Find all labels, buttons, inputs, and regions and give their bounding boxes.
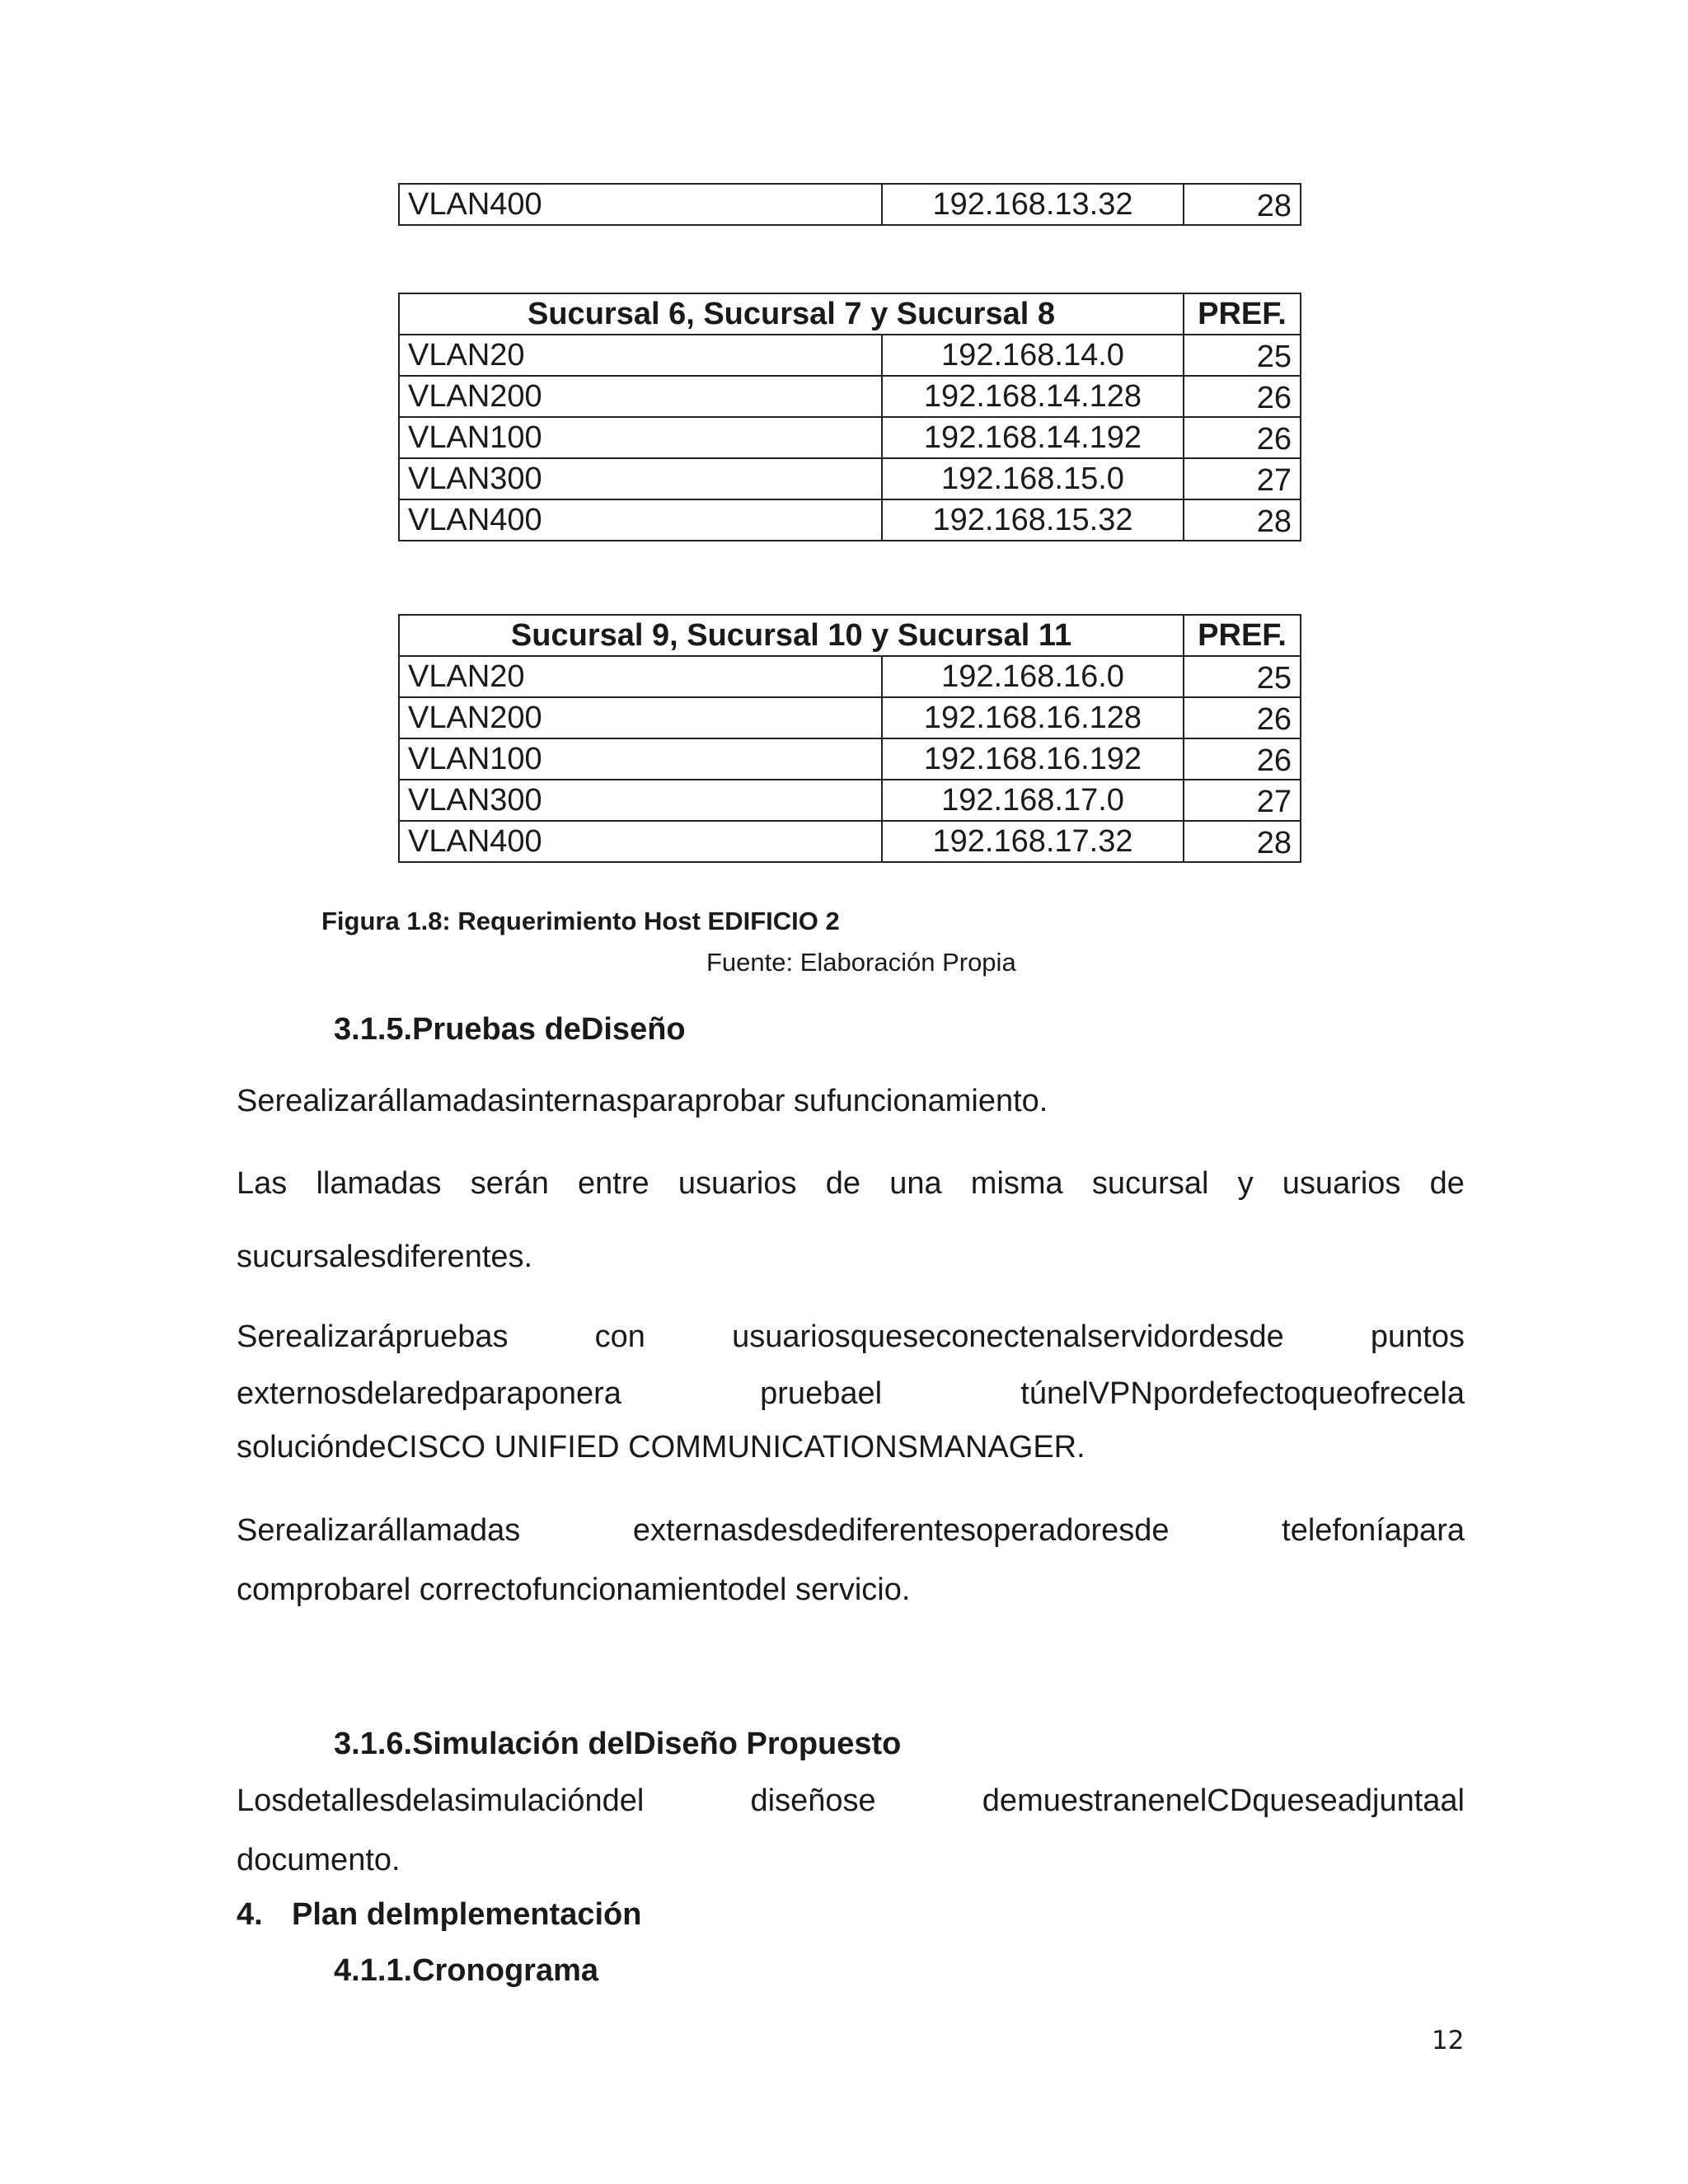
vlan-prefix: 26: [1184, 376, 1301, 417]
word: telefoníapara: [1282, 1513, 1465, 1548]
table-header-row: [399, 615, 1301, 656]
vlan-prefix: 28: [1184, 499, 1301, 541]
section-heading-4-1-1: 4.1.1.Cronograma: [334, 1953, 598, 1988]
paragraph-line: documento.: [237, 1843, 401, 1877]
vlan-name: VLAN400: [399, 499, 882, 541]
page-number: 12: [1432, 2026, 1465, 2055]
vlan-network: 192.168.17.0: [882, 780, 1184, 821]
table-row: [399, 656, 1301, 697]
section-heading-4: Plan deImplementación: [292, 1897, 642, 1932]
word: con: [594, 1319, 645, 1354]
table-row: [399, 821, 1301, 862]
vlan-name: VLAN20: [399, 656, 882, 697]
word: sucursal: [1091, 1166, 1209, 1201]
vlan-prefix: 28: [1184, 821, 1301, 862]
vlan-network: 192.168.13.32: [882, 184, 1184, 225]
table-title: Sucursal 9, Sucursal 10 y Sucursal 11: [399, 615, 1184, 656]
paragraph-line: sucursalesdiferentes.: [237, 1240, 533, 1274]
vlan-prefix: 28: [1184, 184, 1301, 225]
word: demuestranenelCDqueseadjuntaal: [982, 1783, 1465, 1818]
paragraph-line: solucióndeCISCO UNIFIED COMMUNICATIONSMANAGER.: [237, 1430, 1085, 1465]
paragraph-line: [237, 1376, 1465, 1412]
vlan-table-sucursal-6-8: [398, 293, 1301, 541]
section-number-4: 4.: [237, 1897, 263, 1932]
vlan-name: VLAN20: [399, 335, 882, 376]
table-row: [399, 697, 1301, 738]
vlan-name: VLAN300: [399, 780, 882, 821]
word: externosdelaredparaponera: [237, 1376, 621, 1411]
paragraph-line: [237, 1319, 1465, 1355]
vlan-name: VLAN100: [399, 417, 882, 458]
table-header-row: [399, 293, 1301, 335]
word: y: [1237, 1166, 1254, 1201]
figure-caption: Figura 1.8: Requerimiento Host EDIFICIO 2: [321, 907, 840, 935]
pref-header: PREF.: [1184, 615, 1301, 656]
vlan-name: VLAN300: [399, 458, 882, 499]
vlan-network: 192.168.17.32: [882, 821, 1184, 862]
paragraph-line: [237, 1513, 1465, 1549]
table-row: [399, 780, 1301, 821]
word: Las: [237, 1166, 288, 1201]
vlan-name: VLAN400: [399, 184, 882, 225]
vlan-network: 192.168.14.128: [882, 376, 1184, 417]
word: Serealizarállamadas: [237, 1513, 521, 1548]
table-row: [399, 458, 1301, 499]
paragraph-line: [237, 1166, 1465, 1202]
table-row: [399, 417, 1301, 458]
section-heading-3-1-5: 3.1.5.Pruebas deDiseño: [334, 1012, 686, 1047]
vlan-prefix: 26: [1184, 697, 1301, 738]
table-row: [399, 499, 1301, 541]
paragraph-line: comprobarel correctofuncionamientodel servicio.: [237, 1572, 911, 1607]
vlan-name: VLAN100: [399, 738, 882, 780]
paragraph-text: Serealizarállamadasinternasparaprobar sufuncionamiento.: [237, 1084, 1048, 1118]
table-title: Sucursal 6, Sucursal 7 y Sucursal 8: [399, 293, 1184, 335]
vlan-network: 192.168.15.32: [882, 499, 1184, 541]
word: pruebael: [760, 1376, 883, 1411]
vlan-network: 192.168.14.0: [882, 335, 1184, 376]
word: usuariosqueseconectenalservidordesde: [732, 1319, 1284, 1354]
table-row: [399, 335, 1301, 376]
word: entre: [578, 1166, 649, 1201]
figure-source: Fuente: Elaboración Propia: [706, 948, 1016, 977]
vlan-network: 192.168.14.192: [882, 417, 1184, 458]
word: externasdesdediferentesoperadoresde: [632, 1513, 1170, 1548]
word: llamadas: [316, 1166, 442, 1201]
vlan-prefix: 25: [1184, 335, 1301, 376]
vlan-network: 192.168.16.128: [882, 697, 1184, 738]
vlan-name: VLAN200: [399, 697, 882, 738]
word: de: [825, 1166, 860, 1201]
vlan-prefix: 25: [1184, 656, 1301, 697]
vlan-network: 192.168.16.0: [882, 656, 1184, 697]
word: de: [1429, 1166, 1465, 1201]
table-row: [399, 738, 1301, 780]
word: Losdetallesdelasimulacióndel: [237, 1783, 645, 1818]
word: Serealizarápruebas: [237, 1319, 509, 1354]
vlan-prefix: 27: [1184, 458, 1301, 499]
section-heading-3-1-6: 3.1.6.Simulación delDiseño Propuesto: [334, 1727, 902, 1761]
word: usuarios: [678, 1166, 797, 1201]
vlan-network: 192.168.15.0: [882, 458, 1184, 499]
pref-header: PREF.: [1184, 293, 1301, 335]
vlan-prefix: 27: [1184, 780, 1301, 821]
vlan-name: VLAN200: [399, 376, 882, 417]
word: una: [889, 1166, 942, 1201]
vlan-name: VLAN400: [399, 821, 882, 862]
table-row: [399, 376, 1301, 417]
paragraph-line: [237, 1783, 1465, 1819]
vlan-network: 192.168.16.192: [882, 738, 1184, 780]
vlan-prefix: 26: [1184, 417, 1301, 458]
word: misma: [970, 1166, 1063, 1201]
vlan-table-continuation: [398, 183, 1301, 226]
vlan-prefix: 26: [1184, 738, 1301, 780]
word: diseñose: [750, 1783, 876, 1818]
vlan-table-sucursal-9-11: [398, 614, 1301, 863]
table-row: [399, 184, 1301, 225]
word: puntos: [1370, 1319, 1465, 1354]
word: túnelVPNpordefectoqueofrecela: [1020, 1376, 1465, 1411]
word: usuarios: [1282, 1166, 1401, 1201]
word: serán: [470, 1166, 549, 1201]
